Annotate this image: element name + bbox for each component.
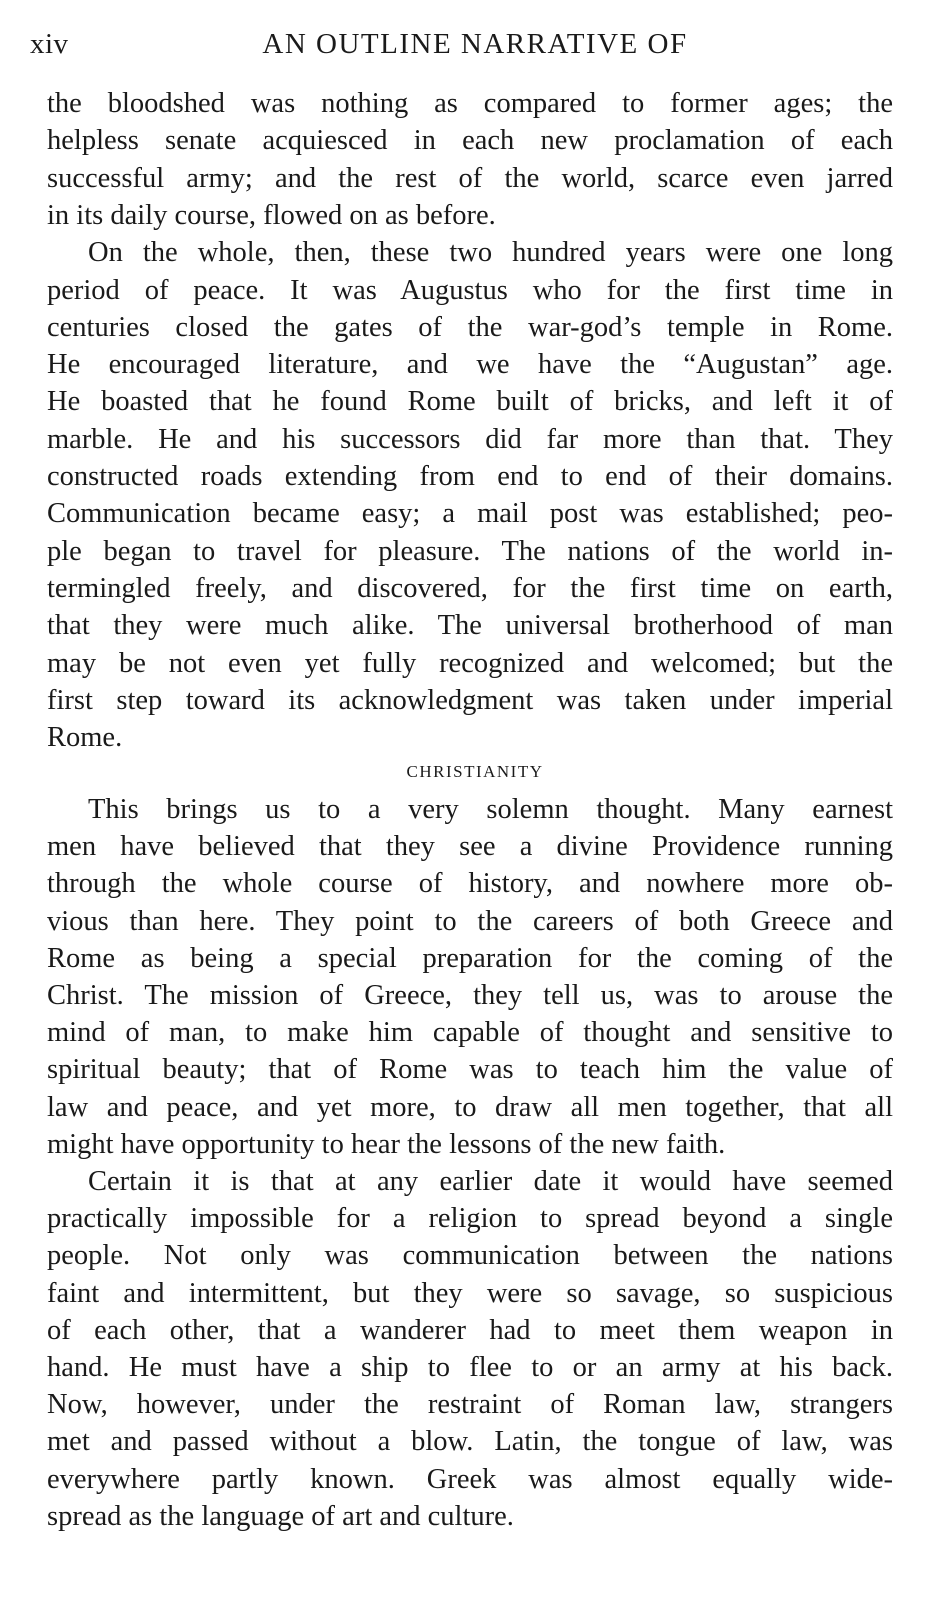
page-number: xiv [30,28,69,60]
text-line: marble. He and his successors did far more than that. They [47,423,893,455]
text-line: helpless senate acquiesced in each new proclamation of each [47,125,893,157]
text-line: termingled freely, and discovered, for the first time on earth, [47,572,893,604]
text-line: vious than here. They point to the careers of both Greece and [47,905,893,937]
text-line: that they were much alike. The universal brotherhood of man [47,610,893,642]
text-line: Rome. [47,722,123,754]
text-line: successful army; and the rest of the world, scarce even jarred [47,162,893,194]
text-line: ple began to travel for pleasure. The nations of the world in- [47,535,893,567]
section-heading: CHRISTIANITY [406,762,544,781]
text-line: Rome as being a special preparation for the coming of the [47,942,893,974]
text-line: the bloodshed was nothing as compared to former ages; the [47,88,893,119]
text-line: This brings us to a very solemn thought. Many earnest [88,794,893,825]
text-line: spiritual beauty; that of Rome was to teach him the value of [47,1054,893,1086]
text-line: centuries closed the gates of the war-god’s temple in Rome. [47,311,893,343]
text-line: He encouraged literature, and we have the “Augustan” age. [47,349,893,381]
text-line: faint and intermittent, but they were so savage, so suspicious [47,1277,893,1309]
text-line: people. Not only was communication between the nations [47,1240,893,1272]
text-line: men have believed that they see a divine Providence running [47,831,893,863]
text-line: might have opportunity to hear the lessons of the new faith. [47,1128,726,1160]
text-line: hand. He must have a ship to flee to or an army at his back. [47,1352,893,1383]
text-line: Christ. The mission of Greece, they tell us, was to arouse the [47,980,893,1011]
text-line: Communication became easy; a mail post was established; peo- [47,498,893,530]
text-line: of each other, that a wanderer had to meet them weapon in [47,1314,893,1346]
text-line: through the whole course of history, and nowhere more ob- [47,868,893,900]
text-line: spread as the language of art and culture. [47,1500,514,1532]
text-line: On the whole, then, these two hundred years were one long [88,237,893,269]
text-line: may be not even yet fully recognized and welcomed; but the [47,647,893,679]
text-line: first step toward its acknowledgment was taken under imperial [47,684,893,716]
text-line: Certain it is that at any earlier date it would have seemed [88,1166,893,1197]
text-line: constructed roads extending from end to end of their domains. [47,461,893,492]
text-line: met and passed without a blow. Latin, the tongue of law, was [47,1426,893,1458]
text-line: in its daily course, flowed on as before. [47,199,496,231]
text-line: law and peace, and yet more, to draw all men together, that all [47,1091,893,1123]
text-line: period of peace. It was Augustus who for the first time in [47,274,893,306]
text-line: mind of man, to make him capable of thought and sensitive to [47,1017,893,1049]
running-title: AN OUTLINE NARRATIVE OF [262,28,688,60]
text-line: practically impossible for a religion to spread beyond a single [47,1203,893,1235]
text-line: everywhere partly known. Greek was almost equally wide- [47,1463,893,1495]
text-line: Now, however, under the restraint of Roman law, strangers [47,1389,893,1421]
text-line: He boasted that he found Rome built of bricks, and left it of [47,386,893,418]
